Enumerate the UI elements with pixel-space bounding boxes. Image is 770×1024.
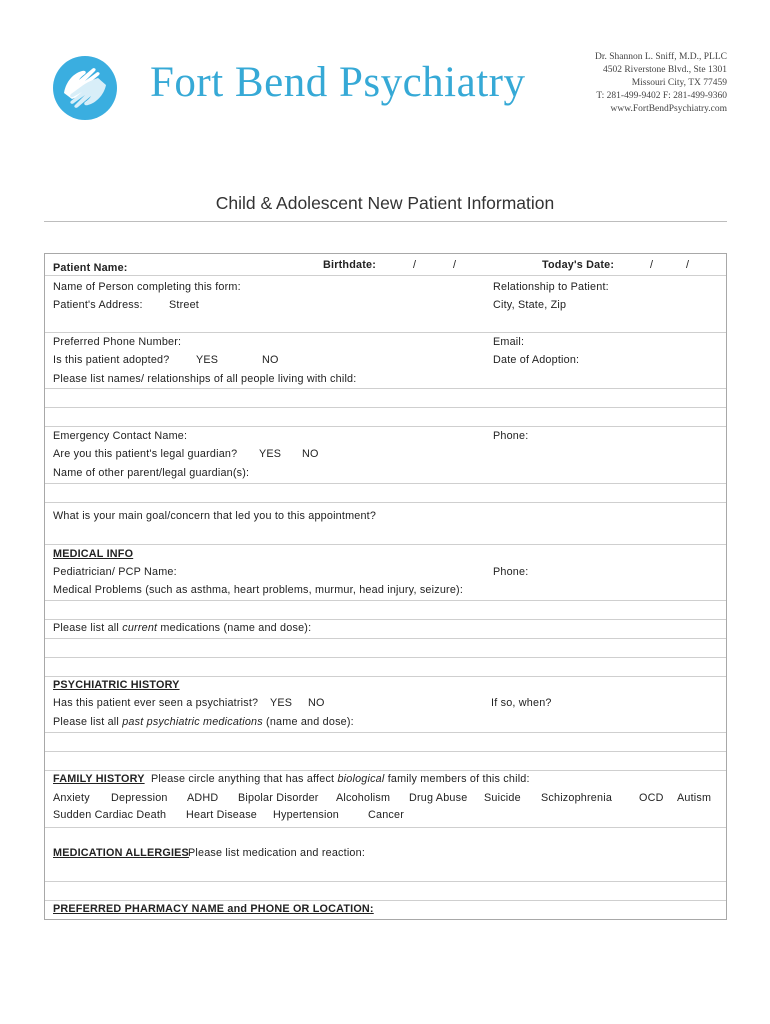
adoption-date-label: Date of Adoption:: [493, 354, 580, 366]
birthdate-slash: /: [453, 259, 457, 271]
city-state-zip-label: City, State, Zip: [493, 299, 567, 311]
condition-option[interactable]: Schizophrenia: [541, 792, 613, 804]
condition-option[interactable]: OCD: [639, 792, 664, 804]
condition-option[interactable]: Suicide: [484, 792, 521, 804]
page-title: Child & Adolescent New Patient Information: [215, 193, 555, 213]
row-divider: [45, 770, 726, 771]
logo-hands-icon: [52, 55, 118, 121]
guardian-no-option[interactable]: NO: [302, 448, 319, 460]
adopted-yes-option[interactable]: YES: [196, 354, 219, 366]
row-divider: [45, 900, 726, 901]
legal-guardian-label: Are you this patient's legal guardian?: [53, 448, 238, 460]
preferred-phone-label: Preferred Phone Number:: [53, 336, 182, 348]
address-line: Dr. Shannon L. Sniff, M.D., PLLC: [594, 52, 727, 62]
row-divider: [45, 638, 726, 639]
pediatrician-label: Pediatrician/ PCP Name:: [53, 566, 177, 578]
todays-date-slash: /: [686, 259, 690, 271]
condition-option[interactable]: Hypertension: [273, 809, 340, 821]
row-divider: [45, 600, 726, 601]
row-divider: [45, 407, 726, 408]
patient-info-form: [44, 253, 727, 920]
row-divider: [45, 332, 726, 333]
row-divider: [45, 827, 726, 828]
seen-psychiatrist-label: Has this patient ever seen a psychiatrist?: [53, 697, 259, 709]
adopted-label: Is this patient adopted?: [53, 354, 170, 366]
row-divider: [45, 881, 726, 882]
emergency-phone-label: Phone:: [493, 430, 529, 442]
row-divider: [45, 544, 726, 545]
title-divider: [44, 221, 727, 222]
guardian-yes-option[interactable]: YES: [259, 448, 282, 460]
psychiatric-history-heading: PSYCHIATRIC HISTORY: [53, 679, 180, 691]
row-divider: [45, 657, 726, 658]
medical-info-heading: MEDICAL INFO: [53, 548, 134, 560]
website[interactable]: www.FortBendPsychiatry.com: [610, 104, 727, 114]
completing-person-label: Name of Person completing this form:: [53, 281, 241, 293]
row-divider: [45, 619, 726, 620]
allergies-instructions: Please list medication and reaction:: [188, 847, 366, 859]
row-divider: [45, 483, 726, 484]
street-label: Street: [169, 299, 200, 311]
condition-option[interactable]: Heart Disease: [186, 809, 258, 821]
row-divider: [45, 732, 726, 733]
condition-option[interactable]: Autism: [677, 792, 712, 804]
living-with-label: Please list names/ relationships of all people living with child:: [53, 373, 357, 385]
patient-name-label: Patient Name:: [53, 262, 128, 274]
medical-problems-label: Medical Problems (such as asthma, heart problems, murmur, head injury, seizure):: [53, 584, 464, 596]
emergency-contact-label: Emergency Contact Name:: [53, 430, 188, 442]
family-history-instructions: Please circle anything that has affect biological family members of this child:: [151, 773, 530, 785]
row-divider: [45, 388, 726, 389]
preferred-pharmacy-heading: PREFERRED PHARMACY NAME and PHONE OR LOCATION:: [53, 903, 374, 915]
relationship-label: Relationship to Patient:: [493, 281, 609, 293]
past-meds-label: Please list all past psychiatric medications (name and dose):: [53, 716, 354, 728]
if-so-when-label: If so, when?: [491, 697, 552, 709]
birthdate-label: Birthdate:: [323, 259, 376, 271]
condition-option[interactable]: ADHD: [187, 792, 219, 804]
other-guardian-label: Name of other parent/legal guardian(s):: [53, 467, 250, 479]
logo-text: Fort Bend Psychiatry: [150, 59, 526, 106]
todays-date-slash: /: [650, 259, 654, 271]
address-line: T: 281-499-9402 F: 281-499-9360: [596, 91, 727, 101]
current-meds-label: Please list all current medications (name and dose):: [53, 622, 312, 634]
condition-option[interactable]: Sudden Cardiac Death: [53, 809, 167, 821]
email-label: Email:: [493, 336, 525, 348]
pediatrician-phone-label: Phone:: [493, 566, 529, 578]
adopted-no-option[interactable]: NO: [262, 354, 279, 366]
address-line: Missouri City, TX 77459: [631, 78, 727, 88]
practice-address: [595, 51, 727, 116]
condition-option[interactable]: Drug Abuse: [409, 792, 468, 804]
row-divider: [45, 275, 726, 276]
psychiatrist-yes-option[interactable]: YES: [270, 697, 293, 709]
row-divider: [45, 676, 726, 677]
row-divider: [45, 426, 726, 427]
condition-option[interactable]: Bipolar Disorder: [238, 792, 319, 804]
condition-option[interactable]: Alcoholism: [336, 792, 391, 804]
row-divider: [45, 502, 726, 503]
condition-option[interactable]: Cancer: [368, 809, 405, 821]
medication-allergies-heading: MEDICATION ALLERGIES: [53, 847, 189, 859]
address-line: 4502 Riverstone Blvd., Ste 1301: [602, 65, 727, 75]
address-label: Patient's Address:: [53, 299, 143, 311]
row-divider: [45, 751, 726, 752]
family-history-heading: FAMILY HISTORY: [53, 773, 145, 785]
todays-date-label: Today's Date:: [542, 259, 615, 271]
birthdate-slash: /: [413, 259, 417, 271]
condition-option[interactable]: Anxiety: [53, 792, 90, 804]
condition-option[interactable]: Depression: [111, 792, 168, 804]
main-goal-label: What is your main goal/concern that led you to this appointment?: [53, 510, 377, 522]
psychiatrist-no-option[interactable]: NO: [308, 697, 325, 709]
